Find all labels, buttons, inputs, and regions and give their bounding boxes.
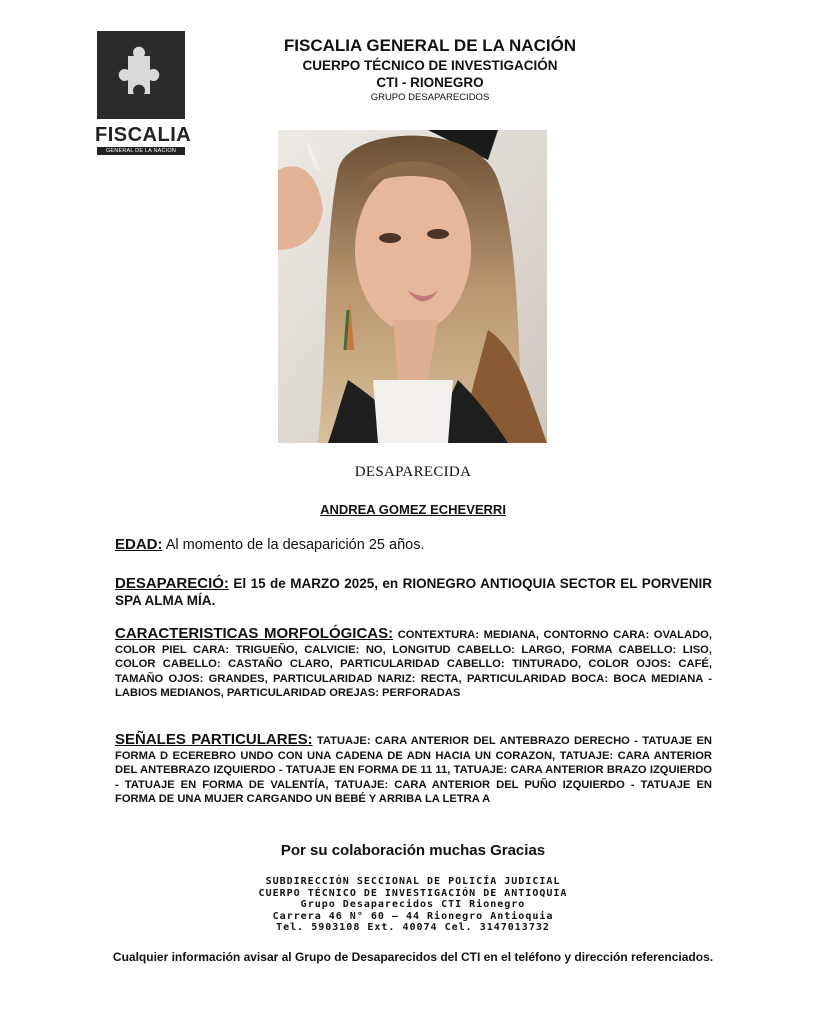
puzzle-piece-icon [97,31,185,119]
marks-label: SEÑALES PARTICULARES: [115,731,313,748]
morphology-text: CONTEXTURA: MEDIANA, CONTORNO CARA: OVALADO, COLOR PIEL CARA: TRIGUEÑO, CALVICIE: NO, LONGITUD CABELLO: LARGO, FORMA CABELLO: LISO, COLOR CABELLO: CASTAÑO CLARO, PARTICULARIDAD CABELLO: TINTURADO, COLOR OJOS: CAFÉ, TAMAÑO OJOS: GRANDES, PARTICULARIDAD NARIZ: RECTA, PARTICULARIDAD BOCA: BOCA MEDIANA - LABIOS MEDIANOS, PARTICULARIDAD OREJAS: PERFORADAS [115,629,712,700]
header-group: GRUPO DESAPARECIDOS [370,92,490,103]
morphology-section [115,627,712,701]
logo-wordmark: FISCALIA [95,124,192,146]
footer-line-2: CUERPO TÉCNICO DE INVESTIGACIÓN DE ANTIOQUIA [258,887,568,899]
contact-note: Cualquier información avisar al Grupo de Desaparecidos del CTI en el teléfono y dirección referenciados. [112,950,714,964]
header-title: FISCALIA GENERAL DE LA NACIÓN [283,36,577,55]
missing-person-photo [278,130,547,443]
thanks-note: Por su colaboración muchas Gracias [280,842,546,859]
status-label: DESAPARECIDA [354,464,472,480]
disappearance-section [115,575,712,609]
person-name: ANDREA GOMEZ ECHEVERRI [320,502,506,517]
disappearance-text: El 15 de MARZO 2025, en RIONEGRO ANTIOQUIA SECTOR EL PORVENIR SPA ALMA MÍA. [115,576,712,608]
footer-line-5: Tel. 5903108 Ext. 40074 Cel. 3147013732 [276,922,550,933]
footer-line-1: SUBDIRECCIÓN SECCIONAL DE POLICÍA JUDICIAL [265,876,561,887]
marks-section [115,733,712,807]
age-text: Al momento de la desaparición 25 años. [162,537,425,553]
morphology-label: CARACTERISTICAS MORFOLÓGICAS: [115,625,394,642]
age-section [115,538,712,553]
age-label: EDAD: [115,536,163,553]
fiscalia-logo [97,31,185,119]
header-office: CTI - RIONEGRO [376,75,484,90]
header-subtitle: CUERPO TÉCNICO DE INVESTIGACIÓN [302,58,558,73]
disappearance-label: DESAPARECIÓ: [115,575,229,592]
footer-line-3: Grupo Desaparecidos CTI Rionegro [300,899,526,910]
logo-subtitle: GENERAL DE LA NACION [97,147,185,155]
marks-text: TATUAJE: CARA ANTERIOR DEL ANTEBRAZO DERECHO - TATUAJE EN FORMA D ECEREBRO UNDO CON UNA CADENA DE ADN HACIA UN CORAZON, TATUAJE: CARA ANTERIOR DEL ANTEBRAZO IZQUIERDO - TATUAJE EN FORMA DE 11 11, TATUAJE: CARA ANTERIOR BRAZO IZQUIERDO - TATUAJE EN FORMA DE VALENTÍA, TATUAJE: CARA ANTERIOR DEL PUÑO IZQUIERDO - TATUAJE EN FORMA DE UNA MUJER CARGANDO UN BEBÉ Y ARRIBA LA LETRA A [115,735,712,806]
footer-line-4: Carrera 46 N° 60 – 44 Rionegro Antioquia [272,910,554,922]
